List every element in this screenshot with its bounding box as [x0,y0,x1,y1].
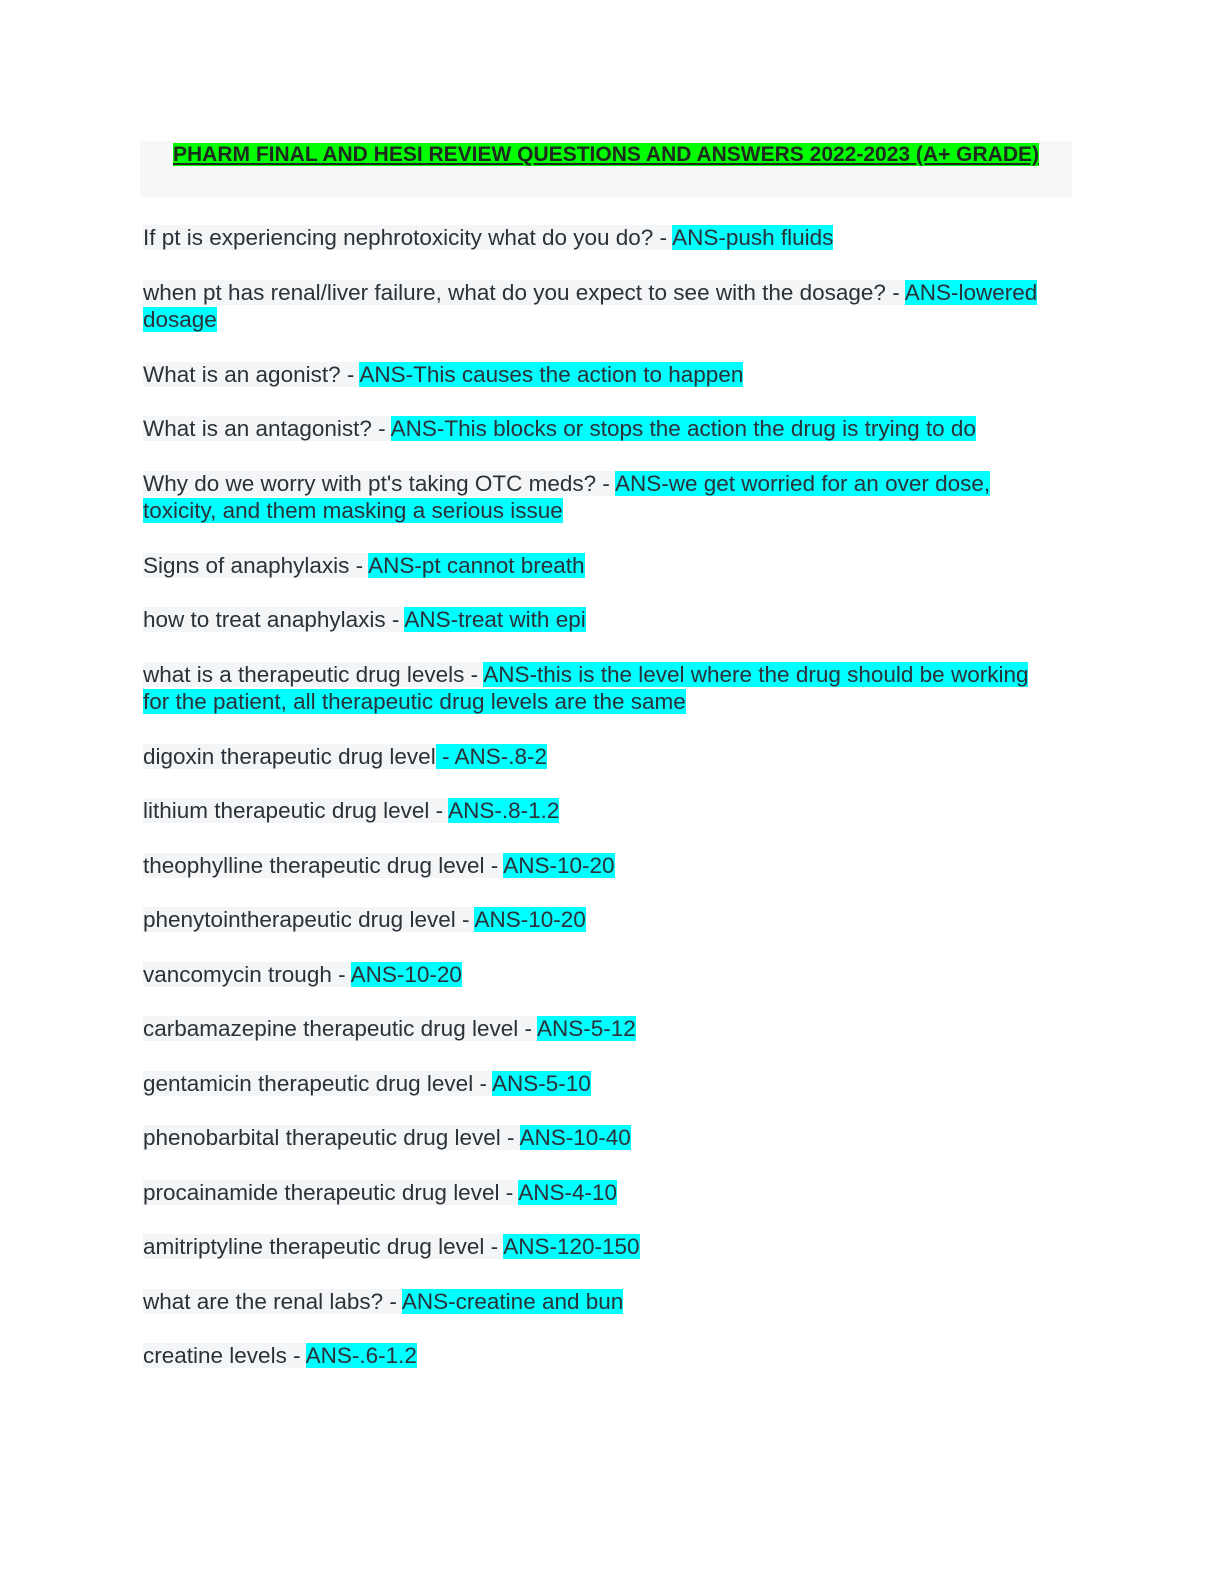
qa-item [140,224,1060,252]
qa-item [140,279,1060,334]
qa-item [140,743,1060,771]
answer-text: ANS-This causes the action to happen [359,361,744,387]
question-text: when pt has renal/liver failure, what do you expect to see with the dosage? - [143,279,905,305]
question-text: theophylline therapeutic drug level - [143,852,504,878]
answer-text: ANS-creatine and bun [401,1288,624,1314]
question-text: carbamazepine therapeutic drug level - [143,1016,537,1041]
qa-item [140,661,1060,716]
qa-item [140,606,1060,634]
qa-list [140,224,1060,1397]
question-text: vancomycin trough - [143,961,351,987]
document-title: PHARM FINAL AND HESI REVIEW QUESTIONS AND ANSWERS 2022-2023 (A+ GRADE) [173,143,1039,166]
question-text: Signs of anaphylaxis - [143,552,369,578]
answer-text: ANS-10-20 [350,961,462,987]
answer-text: ANS-push fluids [672,225,834,250]
qa-item [140,797,1060,825]
qa-item [140,852,1060,880]
qa-item [140,1288,1060,1316]
question-text: What is an antagonist? - [143,416,391,441]
question-text: If pt is experiencing nephrotoxicity what do you do? - [143,225,673,250]
answer-text: ANS-this is the level where the drug should be working for the patient, all therapeutic drug levels are the same [143,661,1029,714]
answer-text: ANS-.6-1.2 [305,1343,417,1368]
qa-item [140,1015,1060,1043]
answer-text: ANS-10-20 [503,852,615,878]
qa-item [140,415,1060,443]
answer-text: ANS-10-20 [474,907,586,932]
question-text: procainamide therapeutic drug level - [143,1179,519,1205]
answer-text: ANS-5-12 [536,1016,636,1041]
qa-item [140,361,1060,389]
question-text: lithium therapeutic drug level - [143,798,449,823]
qa-item [140,1179,1060,1207]
answer-text: ANS-.8-1.2 [448,798,560,823]
answer-text: ANS-This blocks or stops the action the drug is trying to do [390,416,976,441]
question-text: amitriptyline therapeutic drug level - [143,1234,504,1259]
question-text: what is a therapeutic drug levels - [143,661,484,687]
question-text: gentamicin therapeutic drug level - [143,1070,492,1096]
answer-text: ANS-lowered dosage [143,279,1038,332]
question-text: creatine levels - [143,1343,306,1368]
qa-item [140,552,1060,580]
answer-text: ANS-treat with epi [404,607,586,632]
question-text: phenobarbital therapeutic drug level - [143,1125,520,1150]
answer-text: ANS-we get worried for an over dose, toxicity, and them masking a serious issue [143,470,991,523]
answer-text: ANS-10-40 [519,1125,631,1150]
qa-item [140,470,1060,525]
qa-item [140,1233,1060,1261]
qa-item [140,961,1060,989]
question-text: phenytointherapeutic drug level - [143,907,475,932]
document-title-block [140,141,1072,197]
question-text: what are the renal labs? - [143,1288,402,1314]
answer-text: ANS-pt cannot breath [368,552,585,578]
answer-text: ANS-120-150 [503,1234,640,1259]
qa-item [140,906,1060,934]
answer-text: ANS-5-10 [491,1070,591,1096]
answer-text: ANS-4-10 [518,1179,618,1205]
qa-item [140,1070,1060,1098]
answer-text: - ANS-.8-2 [435,743,547,769]
question-text: digoxin therapeutic drug level [143,743,436,769]
qa-item [140,1342,1060,1370]
question-text: how to treat anaphylaxis - [143,607,405,632]
question-text: What is an agonist? - [143,361,360,387]
question-text: Why do we worry with pt's taking OTC meds? - [143,470,615,496]
qa-item [140,1124,1060,1152]
